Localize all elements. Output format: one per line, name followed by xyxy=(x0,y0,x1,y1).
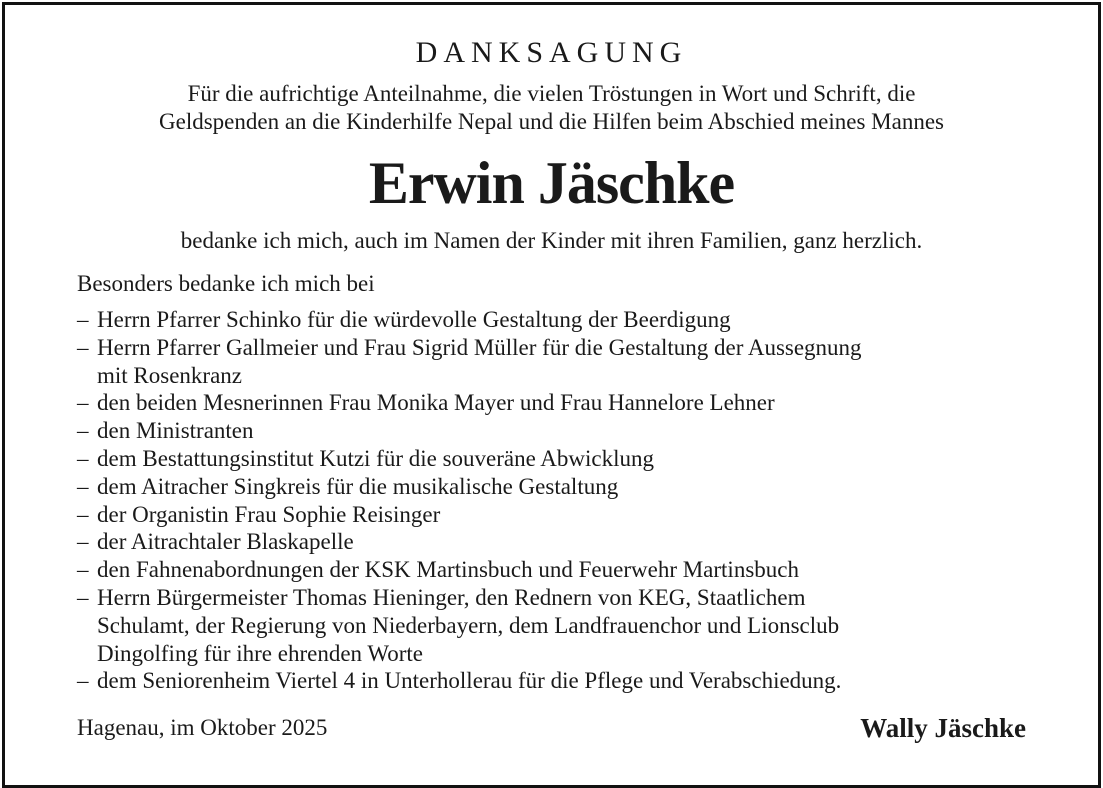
list-item xyxy=(77,501,1037,529)
list-item xyxy=(77,417,1037,445)
list-dash: – xyxy=(77,529,89,555)
list-item-line: Dingolfing für ihre ehrenden Worte xyxy=(97,640,424,666)
notice-heading: DANKSAGUNG xyxy=(415,36,688,69)
place-date: Hagenau, im Oktober 2025 xyxy=(77,715,328,740)
list-item-line: mit Rosenkranz xyxy=(97,362,242,388)
list-item xyxy=(77,445,1037,473)
list-dash: – xyxy=(77,668,89,694)
list-item xyxy=(77,334,1037,390)
intro-line: Geldspenden an die Kinderhilfe Nepal und die Hilfen beim Abschied meines Mannes xyxy=(159,109,944,134)
list-item xyxy=(77,528,1037,556)
list-dash: – xyxy=(77,445,89,471)
list-dash: – xyxy=(77,473,89,499)
list-dash: – xyxy=(77,418,89,444)
list-dash: – xyxy=(77,334,89,360)
list-dash: – xyxy=(77,584,89,610)
list-item xyxy=(77,473,1037,501)
thanks-line: bedanke ich mich, auch im Namen der Kinder mit ihren Familien, ganz herzlich. xyxy=(180,228,923,253)
list-item xyxy=(77,584,1037,667)
intro-line: Für die aufrichtige Anteilnahme, die vielen Tröstungen in Wort und Schrift, die xyxy=(187,81,916,106)
list-item-line: den beiden Mesnerinnen Frau Monika Mayer und Frau Hannelore Lehner xyxy=(97,390,775,416)
special-thanks-intro: Besonders bedanke ich mich bei xyxy=(77,271,375,296)
list-item-line: Herrn Bürgermeister Thomas Hieninger, den Rednern von KEG, Staatlichem xyxy=(97,584,806,610)
list-item-line: dem Seniorenheim Viertel 4 in Unterhollerau für die Pflege und Verabschiedung. xyxy=(97,668,842,694)
list-item-line: den Ministranten xyxy=(97,418,254,444)
list-dash: – xyxy=(77,501,89,527)
list-item xyxy=(77,306,1037,334)
list-item-line: den Fahnenabordnungen der KSK Martinsbuch und Feuerwehr Martinsbuch xyxy=(97,557,799,583)
list-item-line: Herrn Pfarrer Gallmeier und Frau Sigrid Müller für die Gestaltung der Aussegnung xyxy=(97,334,862,360)
intro-text xyxy=(0,80,1103,136)
list-item-line: dem Aitracher Singkreis für die musikalische Gestaltung xyxy=(97,473,619,499)
list-item-line: der Organistin Frau Sophie Reisinger xyxy=(97,501,441,527)
list-item-line: der Aitrachtaler Blaskapelle xyxy=(97,529,354,555)
list-dash: – xyxy=(77,557,89,583)
list-item-line: Schulamt, der Regierung von Niederbayern, dem Landfrauenchor und Lionsclub xyxy=(97,612,840,638)
thanks-list xyxy=(77,306,1037,695)
list-item-line: Herrn Pfarrer Schinko für die würdevolle Gestaltung der Beerdigung xyxy=(97,307,731,332)
deceased-name: Erwin Jäschke xyxy=(368,150,735,216)
signature: Wally Jäschke xyxy=(860,713,1026,743)
list-item xyxy=(77,667,1037,695)
list-dash: – xyxy=(77,307,89,332)
list-dash: – xyxy=(77,390,89,416)
list-item xyxy=(77,389,1037,417)
list-item-line: dem Bestattungsinstitut Kutzi für die souveräne Abwicklung xyxy=(97,445,655,471)
list-item xyxy=(77,556,1037,584)
